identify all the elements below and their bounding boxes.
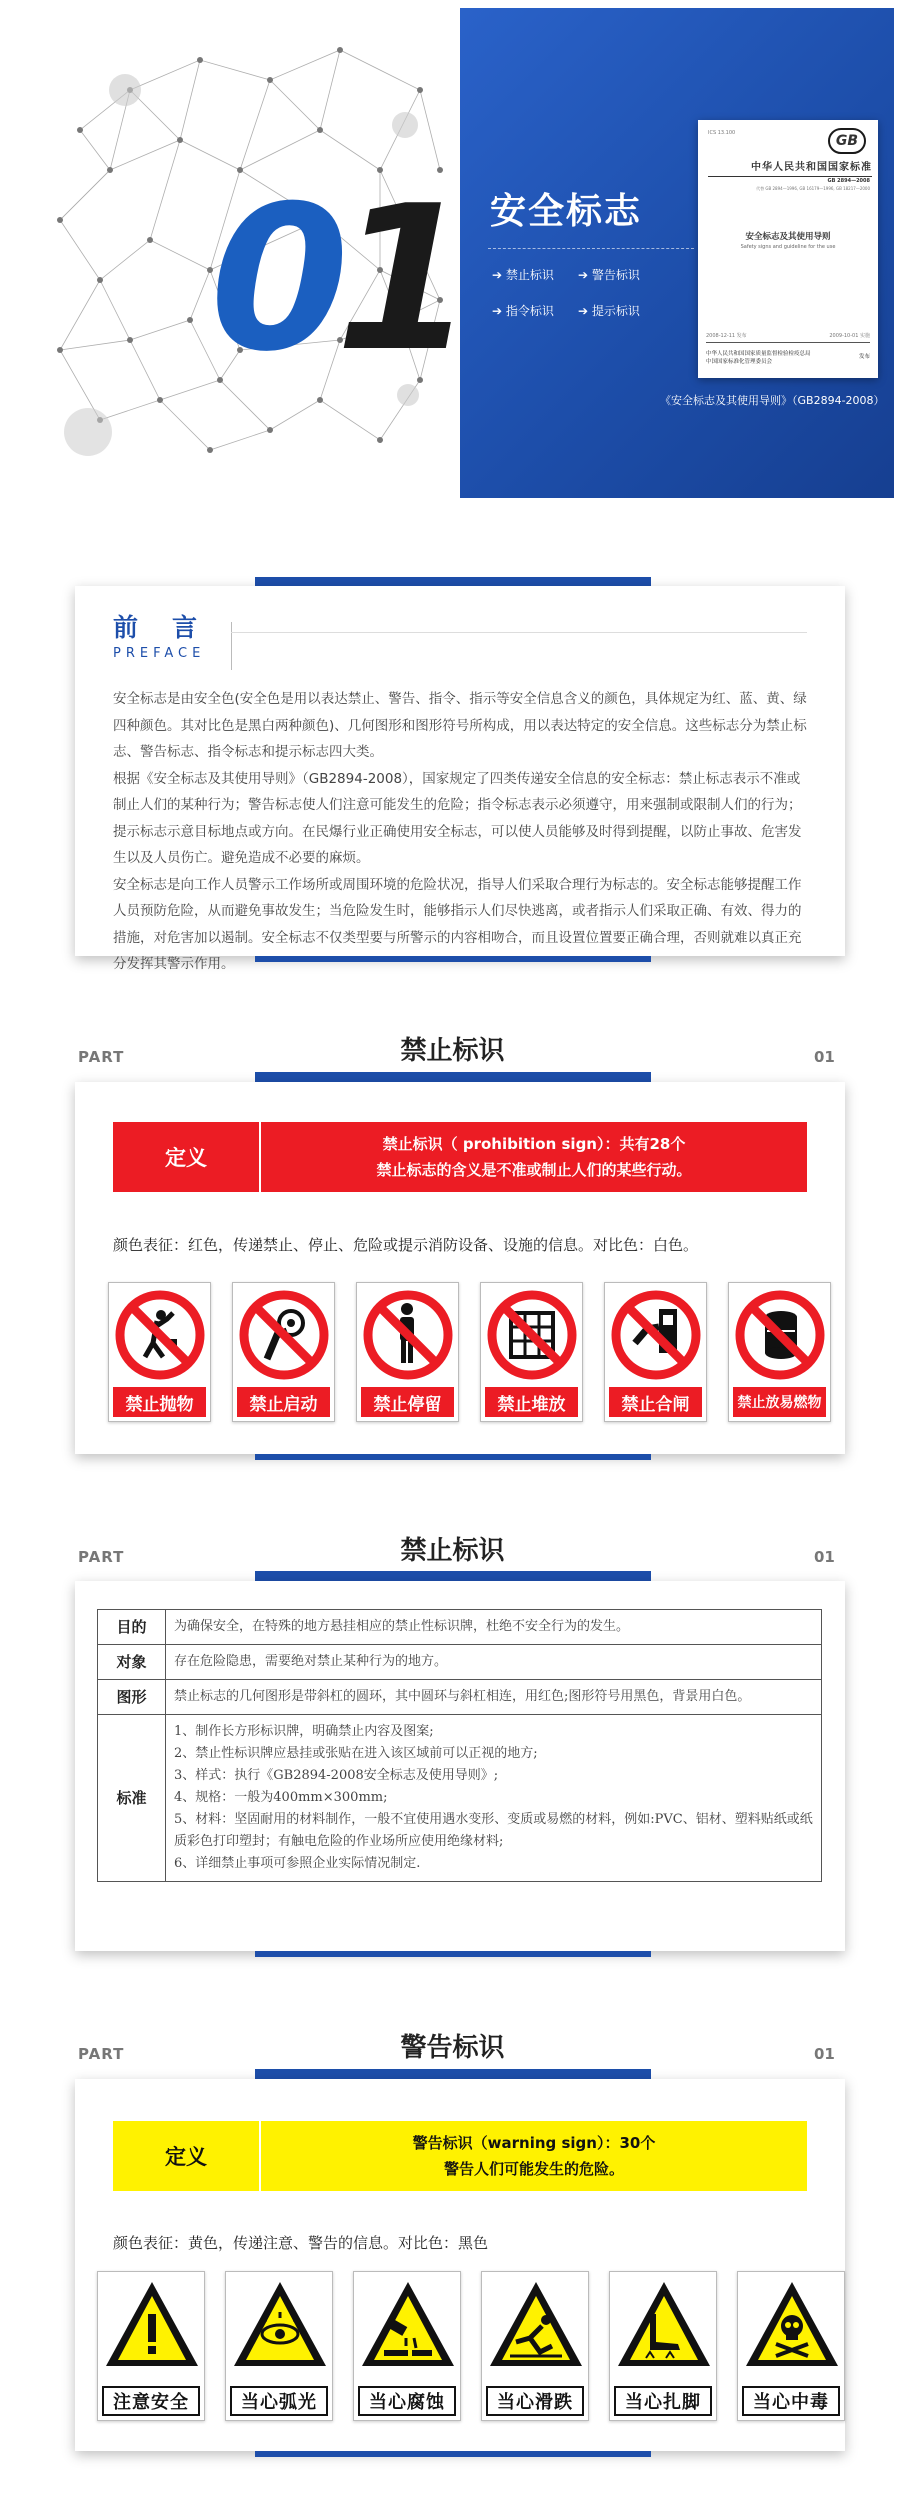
book-replaces: 代替 GB 2894—1996, GB 16179—1996, GB 18217—2000 — [756, 186, 870, 191]
table-row: 目的 为确保安全，在特殊的地方悬挂相应的禁止性标识牌，杜绝不安全行为的发生。 — [98, 1610, 822, 1645]
definition-label: 定义 — [113, 1122, 261, 1192]
hero-section — [0, 0, 905, 500]
book-subtitle: Safety signs and guideline for the use — [740, 244, 836, 250]
poison-icon — [738, 2272, 846, 2382]
section2-bottombar — [255, 1951, 651, 1957]
standard-book-cover — [698, 120, 878, 378]
definition-text: 警告标识（warning sign）：30个 警告人们可能发生的危险。 — [261, 2121, 807, 2191]
prohibition-signs — [108, 1282, 831, 1422]
preface-body — [113, 686, 813, 978]
standards-table — [97, 1609, 822, 1882]
definition-label: 定义 — [113, 2121, 261, 2191]
part-label: PART — [78, 1548, 125, 1566]
corrosion-icon — [354, 2272, 462, 2382]
arrow-icon: ➔ — [578, 268, 592, 282]
book-caption: 《安全标志及其使用导则》（GB2894-2008） — [660, 394, 885, 407]
section2-topbar — [255, 1571, 651, 1581]
no-switching-on-icon — [605, 1283, 708, 1388]
warning-sign: 当心滑跌 — [481, 2271, 589, 2421]
no-stacking-icon — [481, 1283, 584, 1388]
part-number: 01 — [814, 1548, 835, 1566]
prohibition-sign: 禁止堆放 — [480, 1282, 583, 1422]
preface-paragraph: 安全标志是由安全色(安全色是用以表达禁止、警告、指令、指示等安全信息含义的颜色，具体规定为红、蓝、黄、绿四种颜色。其对比色是黑白两种颜色)、几何图形和图形符号所构成，用以表达特定的安全信息。这些标志分为禁止标志、警告标志、指令标志和提示标志四大类。 — [113, 691, 807, 760]
color-description: 颜色表征：黄色，传递注意、警告的信息。对比色：黑色 — [113, 2234, 489, 2252]
table-row: 对象 存在危险隐患，需要绝对禁止某种行为的地方。 — [98, 1645, 822, 1680]
part-number: 01 — [814, 2045, 835, 2063]
warning-signs — [97, 2271, 845, 2421]
table-row: 图形 禁止标志的几何图形是带斜杠的圆环，其中圆环与斜杠相连，用红色;图形符号用黑色，背景用白色。 — [98, 1680, 822, 1715]
preface-title: 前言 — [113, 613, 232, 642]
no-flammables-icon — [729, 1283, 832, 1388]
preface-paragraph: 安全标志是向工作人员警示工作场所或周围环境的危险状况，指导人们采取合理行为标志的。安全标志能够提醒工作人员预防危险，从而避免事故发生；当危险发生时，能够指示人们尽快逃离，或者指示人们采取正确、有效、得力的措施，对危害加以遏制。安全标志不仅类型要与所警示的内容相吻合，而且设置位置要正确合理，否则就难以真正充分发挥其警示作用。 — [113, 876, 802, 972]
prohibition-card — [75, 1082, 845, 1454]
gb-logo: GB — [828, 128, 866, 154]
preface-paragraph: 根据《安全标志及其使用导则》（GB2894-2008），国家规定了四类传递安全信息的安全标志：禁止标志表示不准或制止人们的某种行为；警告标志使人们注意可能发生的危险；指令标志表示必须遵守，用来强制或限制人们的行为；提示标志示意目标地点或方向。在民爆行业正确使用安全标志，可以使人员能够及时得到提醒，以防止事故、危害发生以及人员伤亡。避免造成不必要的麻烦。 — [113, 770, 802, 866]
prohibition-sign: 禁止抛物 — [108, 1282, 211, 1422]
no-staying-icon — [357, 1283, 460, 1388]
book-issuers: 中华人民共和国国家质量监督检验检疫总局 中国国家标准化管理委员会 发布 — [706, 342, 870, 365]
arrow-icon: ➔ — [492, 268, 506, 282]
color-description: 颜色表征：红色，传递禁止、停止、危险或提示消防设备、设施的信息。对比色：白色。 — [113, 1236, 699, 1254]
arrow-icon: ➔ — [578, 304, 592, 318]
panel-item-1: ➔ 禁止标识 — [492, 268, 554, 282]
section3-topbar — [255, 2069, 651, 2079]
panel-divider — [488, 248, 694, 249]
definition-row — [113, 2121, 807, 2191]
part-number: 01 — [814, 1048, 835, 1066]
section3-bottombar — [255, 2451, 651, 2457]
panel-item-2: ➔ 警告标识 — [578, 268, 640, 282]
section-title: 警告标识 — [400, 2033, 505, 2063]
prohibition-sign: 禁止合闸 — [604, 1282, 707, 1422]
warning-sign: 当心腐蚀 — [353, 2271, 461, 2421]
book-publish-date: 2008-12-11 发布 — [706, 333, 747, 339]
arc-light-icon — [226, 2272, 334, 2382]
preface-divider — [231, 622, 232, 670]
number-text: 0 — [210, 163, 336, 396]
prohibition-sign: 禁止启动 — [232, 1282, 335, 1422]
prohibition-sign: 禁止停留 — [356, 1282, 459, 1422]
number-digit-2: 1 — [335, 163, 461, 396]
section1-topbar — [255, 1072, 651, 1082]
book-national-standard: 中华人民共和国国家标准 — [708, 158, 872, 177]
preface-header — [113, 608, 231, 661]
table-row: 标准 1、制作长方形标识牌，明确禁止内容及图案; 2、禁止性标识牌应悬挂或张贴在进入该区域前可以正视的地方; 3、样式：执行《GB2894-2008安全标志及使用导则》; 4、规格：一般为400mm×300mm; 5、材料：坚固耐用的材料制作，一般不宜使用遇水变形、变质或易燃的材料，例如:PVC、铝材、塑料贴纸或纸质彩色打印塑封；有触电危险的作业场所应使用绝缘材料; 6、详细禁止事项可参照企业实际情况制定. — [98, 1715, 822, 1882]
caution-icon — [98, 2272, 206, 2382]
panel-item-4: ➔ 提示标识 — [578, 304, 640, 318]
book-ics: ICS 13.100 — [708, 130, 736, 136]
title-panel — [460, 8, 894, 498]
no-starting-icon — [233, 1283, 336, 1388]
section1-bottombar — [255, 1454, 651, 1460]
warning-card — [75, 2079, 845, 2451]
preface-card — [75, 586, 845, 972]
arrow-icon: ➔ — [492, 304, 506, 318]
standards-card — [75, 1581, 845, 1951]
book-title: 安全标志及其使用导则 — [745, 232, 831, 242]
warning-sign: 当心扎脚 — [609, 2271, 717, 2421]
slippery-icon — [482, 2272, 590, 2382]
warning-sign: 当心弧光 — [225, 2271, 333, 2421]
section-number — [210, 163, 461, 396]
no-throwing-icon — [109, 1283, 212, 1388]
warning-sign: 注意安全 — [97, 2271, 205, 2421]
section-title: 禁止标识 — [400, 1036, 505, 1066]
book-impl-date: 2009-10-01 实施 — [829, 333, 870, 339]
part-label: PART — [78, 1048, 125, 1066]
preface-rule — [231, 632, 807, 633]
preface-subtitle: PREFACE — [113, 646, 206, 661]
definition-text: 禁止标识（ prohibition sign）：共有28个 禁止标志的含义是不准或制止人们的某些行动。 — [261, 1122, 807, 1192]
foot-puncture-icon — [610, 2272, 718, 2382]
panel-title: 安全标志 — [490, 191, 643, 232]
warning-sign: 当心中毒 — [737, 2271, 845, 2421]
book-code: GB 2894—2008 — [827, 178, 870, 184]
section-title: 禁止标识 — [400, 1536, 505, 1566]
preface-bottombar — [255, 956, 651, 962]
part-label: PART — [78, 2045, 125, 2063]
prohibition-sign: 禁止放易燃物 — [728, 1282, 831, 1422]
panel-item-3: ➔ 指令标识 — [492, 304, 554, 318]
definition-row — [113, 1122, 807, 1192]
